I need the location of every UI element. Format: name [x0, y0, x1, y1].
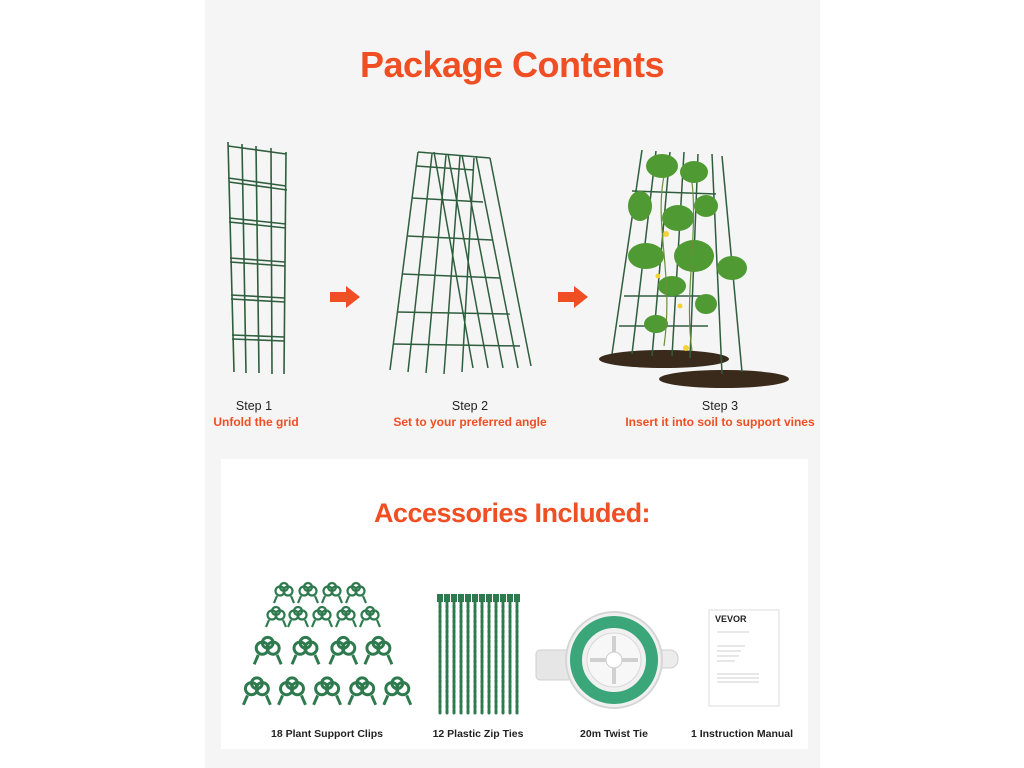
- step-2-label: Step 2: [451, 399, 489, 413]
- manual-label: 1 Instruction Manual: [690, 728, 794, 740]
- accessories-title: Accessories Included:: [373, 498, 651, 528]
- step-2-desc: Set to your preferred angle: [393, 415, 547, 429]
- step-3-label: Step 3: [701, 399, 739, 413]
- clips-label: 18 Plant Support Clips: [270, 728, 383, 740]
- zip-ties-image: [434, 594, 526, 718]
- step-1-desc: Unfold the grid: [213, 415, 299, 429]
- step-1-label: Step 1: [235, 399, 273, 413]
- page-title: Package Contents: [359, 44, 665, 85]
- manual-brand-logo: VEVOR: [715, 614, 747, 624]
- instruction-manual-image: [709, 610, 781, 708]
- trellis-flat-image: [222, 140, 292, 375]
- zip-ties-label: 12 Plastic Zip Ties: [432, 728, 524, 740]
- plant-support-clips-image: [238, 582, 418, 717]
- trellis-with-plant-image: [594, 136, 794, 392]
- trellis-aframe-image: [388, 148, 533, 376]
- arrow-right-icon: [558, 286, 588, 308]
- twist-tie-label: 20m Twist Tie: [580, 728, 648, 740]
- step-3-desc: Insert it into soil to support vines: [625, 415, 815, 429]
- arrow-right-icon: [330, 286, 360, 308]
- twist-tie-spool-image: [534, 606, 684, 716]
